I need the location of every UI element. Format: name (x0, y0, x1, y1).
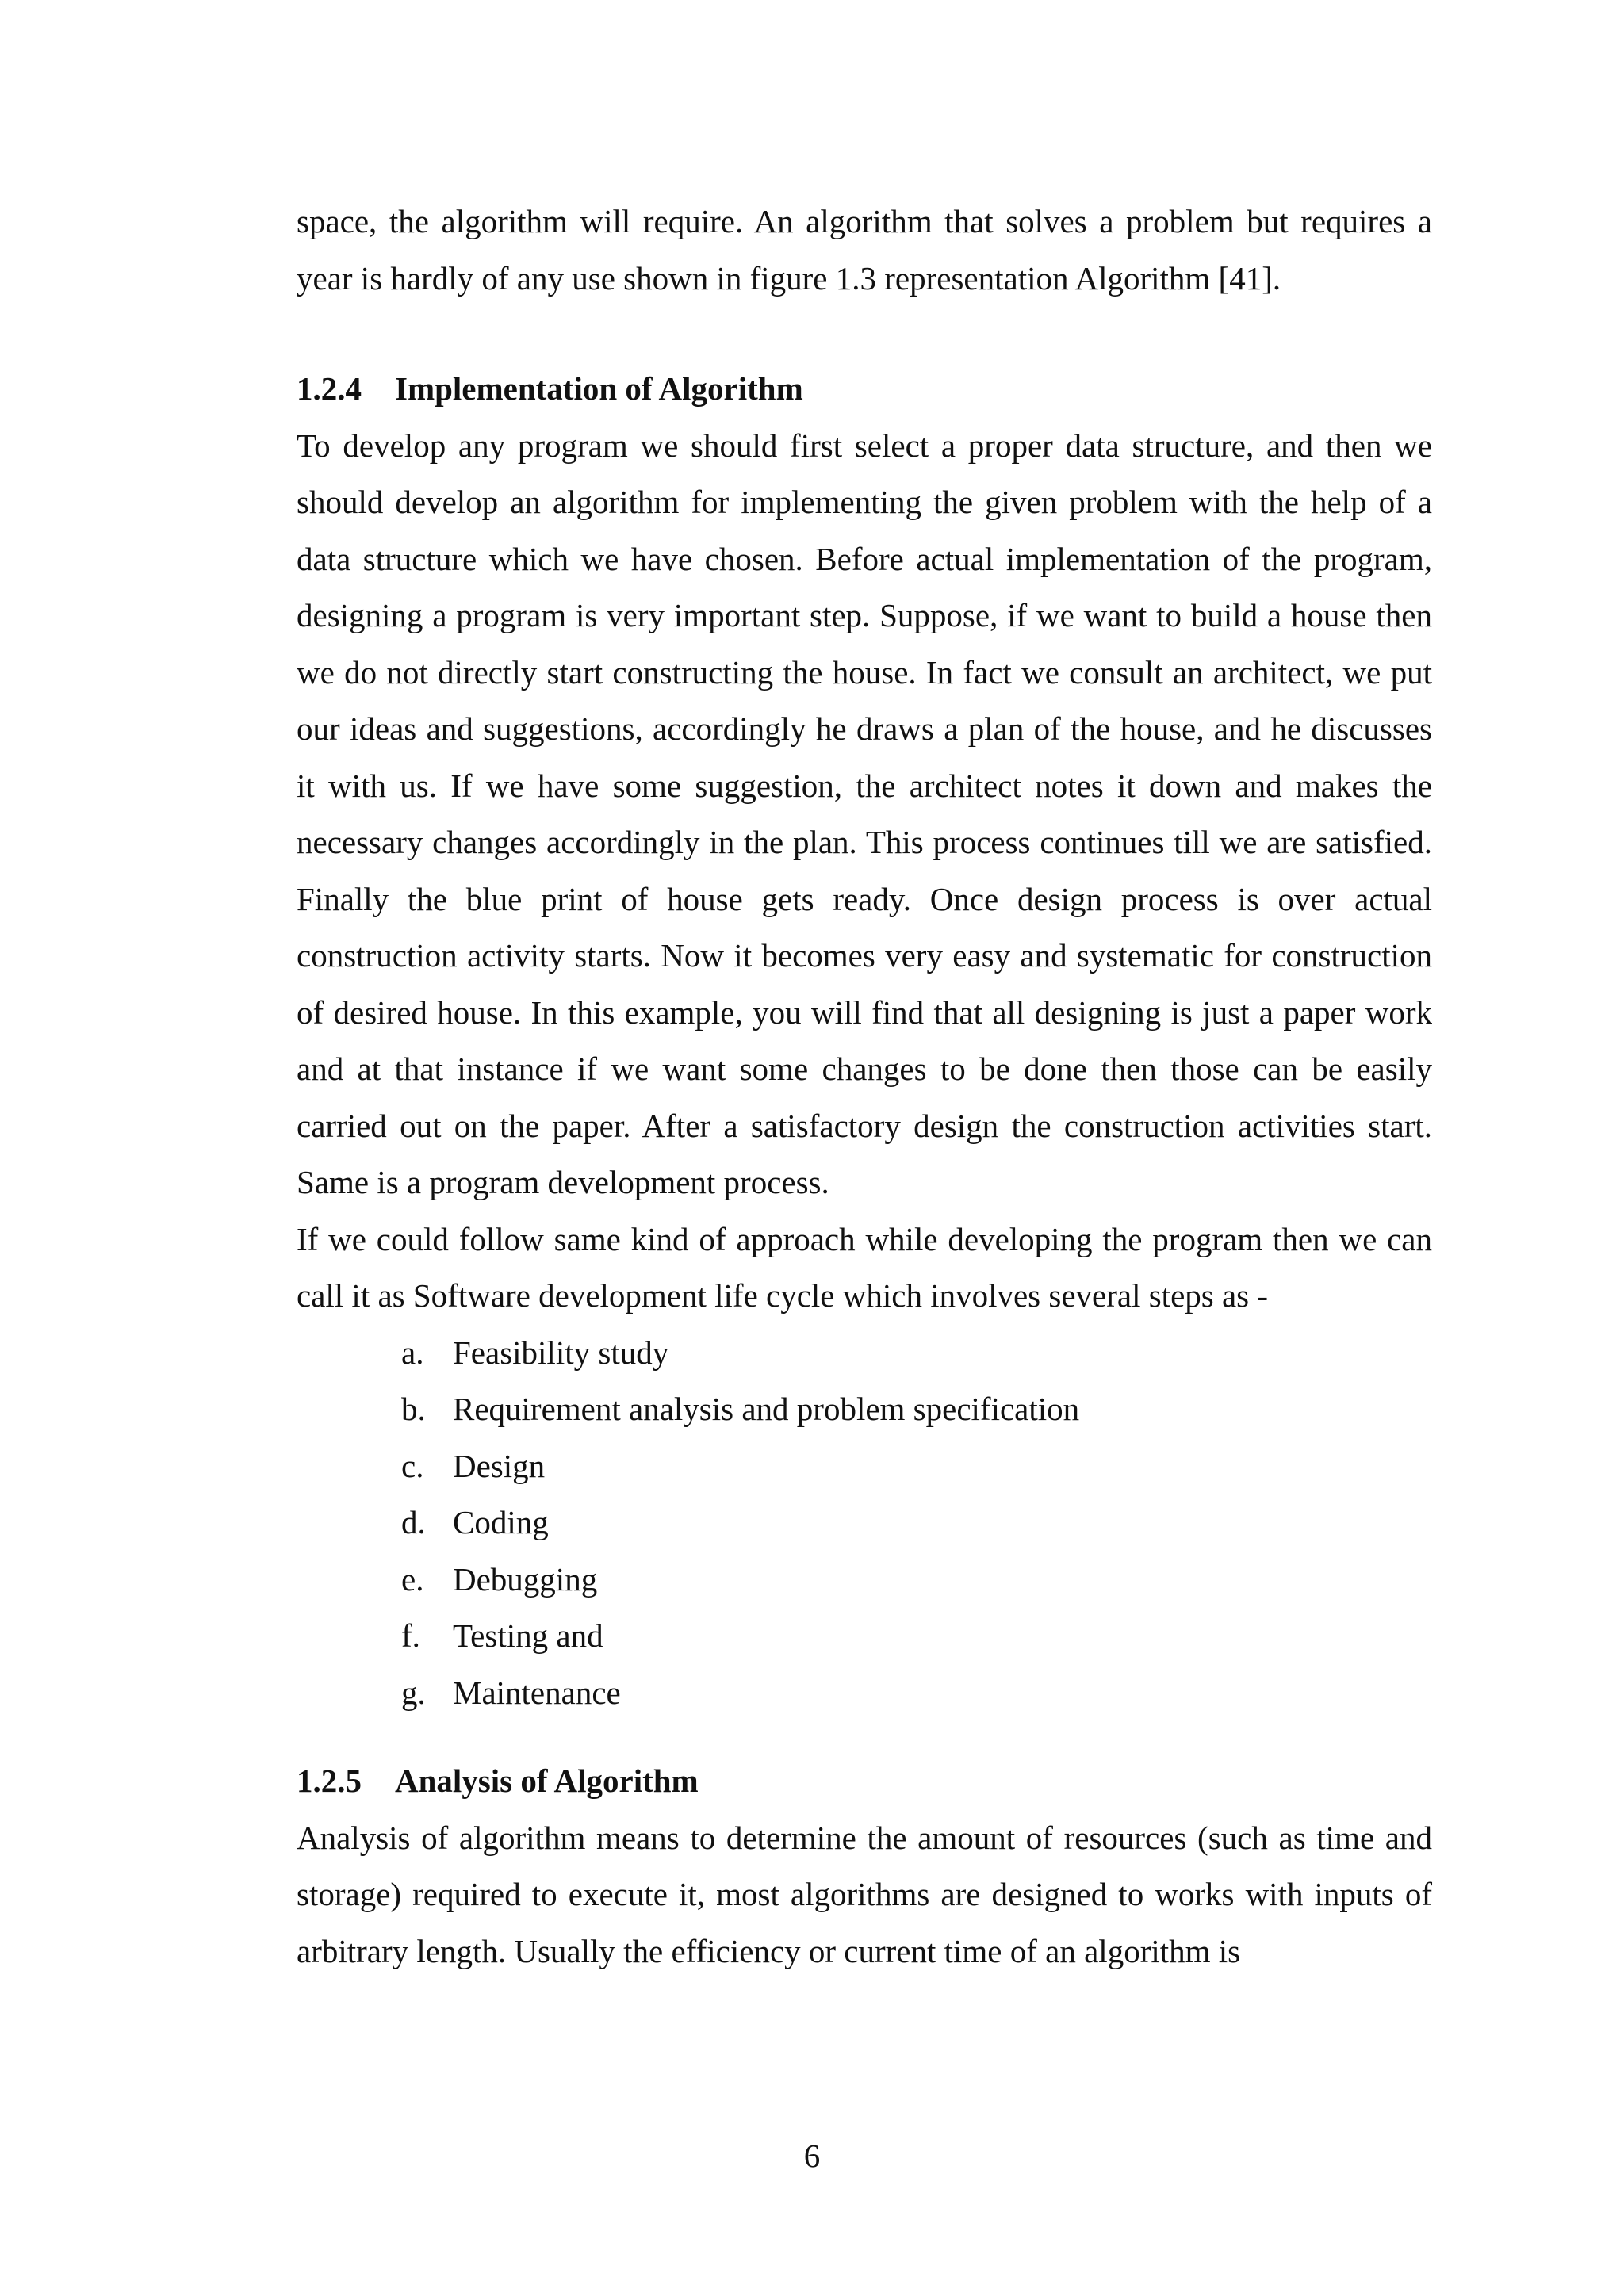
list-item-text: Design (453, 1447, 546, 1484)
list-item (297, 1665, 1432, 1722)
section-title: Analysis of Algorithm (395, 1762, 699, 1799)
list-marker: c. (401, 1447, 424, 1484)
section-title: Implementation of Algorithm (395, 370, 803, 407)
section-number: 1.2.5 (297, 1762, 362, 1799)
list-item-text: Feasibility study (453, 1334, 669, 1371)
section-heading-implementation (297, 361, 1432, 418)
list-item-text: Debugging (453, 1560, 598, 1598)
list-marker: g. (401, 1674, 426, 1711)
list-marker: d. (401, 1504, 426, 1540)
list-item (297, 1325, 1432, 1382)
list-item (297, 1608, 1432, 1665)
section-heading-analysis (297, 1753, 1432, 1810)
list-item (297, 1552, 1432, 1609)
list-marker: e. (401, 1560, 424, 1598)
list-item (297, 1438, 1432, 1495)
intro-paragraph: space, the algorithm will require. An algorithm that solves a problem but requires a year is hardly of any use shown in figure 1.3 representation Algorithm [41]. (297, 203, 1432, 297)
section-number: 1.2.4 (297, 370, 362, 407)
list-item (297, 1381, 1432, 1438)
list-item-text: Testing and (453, 1617, 603, 1654)
analysis-paragraph: Analysis of algorithm means to determine the amount of resources (such as time and storage) required to execute it, most algorithms are designed to works with inputs of arbitrary length. Usually the efficiency or current time of an algorithm is (297, 1819, 1432, 1969)
list-item-text: Requirement analysis and problem specification (453, 1391, 1080, 1427)
list-item-text: Maintenance (453, 1674, 621, 1711)
document-page (297, 193, 1432, 1980)
sdlc-intro-paragraph: If we could follow same kind of approach while developing the program then we can call it as Software development life cycle which involves several steps as - (297, 1220, 1432, 1314)
list-marker: f. (401, 1617, 420, 1654)
list-item (297, 1494, 1432, 1552)
sdlc-steps-list (297, 1325, 1432, 1722)
list-marker: a. (401, 1334, 424, 1371)
list-marker: b. (401, 1391, 426, 1427)
implementation-paragraph: To develop any program we should first select a proper data structure, and then we should develop an algorithm for implementing the given problem with the help of a data structure which we have chosen. Before actual implementation of the program, designing a program is very important step. Suppose, if we want to build a house then we do not directly start constructing the house. In fact we consult an architect, we put our ideas and suggestions, accordingly he draws a plan of the house, and he discusses it with us. If we have some suggestion, the architect notes it down and makes the necessary changes accordingly in the plan. This process continues till we are satisfied. Finally the blue print of house gets ready. Once design process is over actual construction activity starts. Now it becomes very easy and systematic for construction of desired house. In this example, you will find that all designing is just a paper work and at that instance if we want some changes to be done then those can be easily carried out on the paper. After a satisfactory design the construction activities start. Same is a program development process. (297, 427, 1432, 1200)
list-item-text: Coding (453, 1504, 549, 1540)
page-number: 6 (803, 2137, 821, 2174)
